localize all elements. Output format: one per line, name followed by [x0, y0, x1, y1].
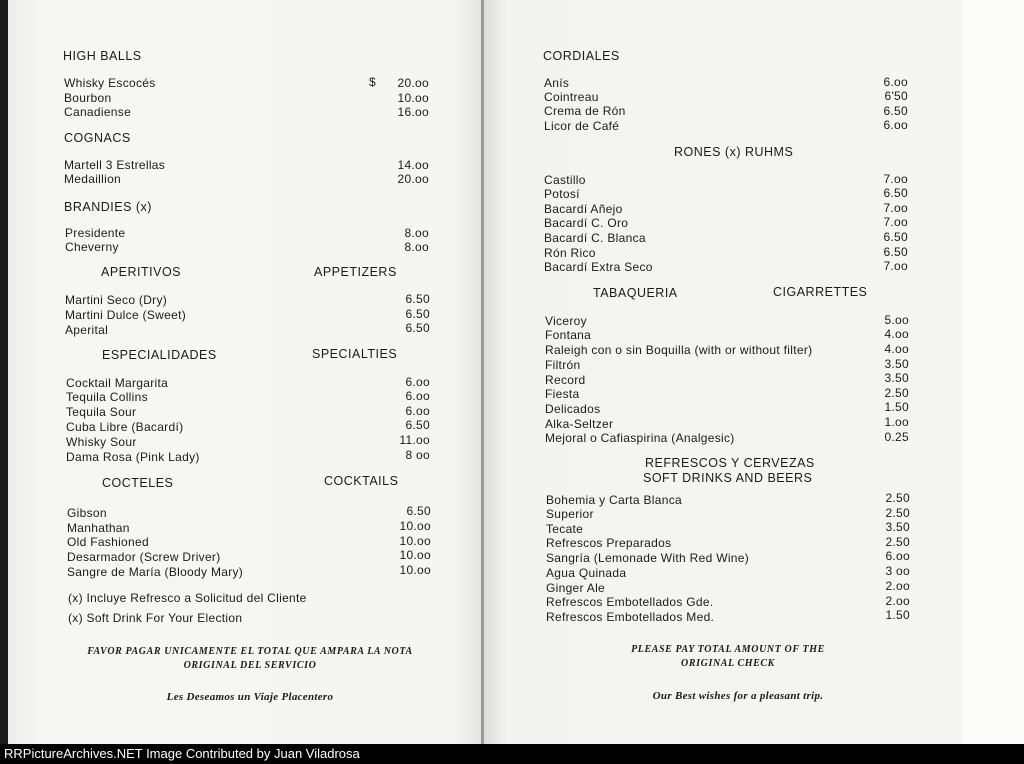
item-name: Record — [545, 373, 586, 387]
item-name: Dama Rosa (Pink Lady) — [66, 450, 200, 464]
footnote-soft-drink: (x) Soft Drink For Your Election — [68, 611, 243, 625]
item-price: 6.50 — [405, 307, 430, 321]
item-name: Mejoral o Cafiaspirina (Analgesic) — [545, 431, 735, 445]
item-price: 7.oo — [883, 172, 908, 186]
section-title-cordiales: CORDIALES — [543, 49, 620, 63]
item-price: 7.oo — [883, 201, 908, 215]
item-price: 6.50 — [883, 186, 908, 200]
item-name: Presidente — [65, 226, 126, 240]
item-name: Anís — [544, 76, 570, 90]
item-name: Refrescos Preparados — [546, 536, 672, 550]
currency-symbol: $ — [369, 75, 376, 89]
item-name: Bourbon — [64, 91, 112, 105]
section-title-cocteles: COCTELES — [102, 476, 174, 490]
item-name: Bacardí Añejo — [544, 202, 623, 216]
item-name: Old Fashioned — [67, 535, 149, 549]
item-name: Raleigh con o sin Boquilla (with or without filter) — [545, 343, 813, 357]
item-name: Ginger Ale — [546, 581, 606, 595]
item-price: 6.oo — [885, 549, 910, 563]
item-name: Bacardí C. Blanca — [544, 231, 646, 245]
item-name: Rón Rico — [544, 246, 596, 260]
item-name: Alka-Seltzer — [545, 417, 614, 431]
item-price: 6.50 — [406, 504, 431, 518]
item-price: 4.oo — [884, 327, 909, 341]
item-name: Martini Seco (Dry) — [65, 293, 168, 307]
item-price: 7.oo — [883, 259, 908, 273]
item-name: Fontana — [545, 328, 592, 342]
payment-notice-es-line2: ORIGINAL DEL SERVICIO — [183, 660, 317, 671]
item-name: Manhathan — [67, 521, 130, 535]
payment-notice-en: PLEASE PAY TOTAL AMOUNT OF THE — [631, 644, 825, 655]
section-title-soft-drinks: SOFT DRINKS AND BEERS — [643, 471, 813, 485]
item-name: Refrescos Embotellados Med. — [546, 610, 715, 624]
item-price: 10.oo — [397, 91, 429, 105]
section-title-rones: RONES (x) RUHMS — [674, 145, 794, 159]
item-name: Filtrón — [545, 358, 581, 372]
item-price: 16.oo — [397, 105, 429, 119]
item-name: Refrescos Embotellados Gde. — [546, 595, 714, 609]
item-name: Potosí — [544, 187, 580, 201]
item-name: Gibson — [67, 506, 107, 520]
item-price: 6.oo — [405, 375, 430, 389]
item-price: 8 oo — [405, 448, 430, 462]
item-name: Sangría (Lemonade With Red Wine) — [546, 551, 750, 565]
item-name: Desarmador (Screw Driver) — [67, 550, 221, 564]
item-price: 6.oo — [405, 389, 430, 403]
item-name: Bohemia y Carta Blanca — [546, 493, 682, 507]
item-name: Martell 3 Estrellas — [64, 158, 166, 172]
farewell-es: Les Deseamos un Viaje Placentero — [166, 691, 334, 703]
item-price: 11.oo — [399, 433, 430, 447]
item-price: 3.50 — [884, 371, 909, 385]
item-price: 5.oo — [884, 313, 909, 327]
item-name: Canadiense — [64, 105, 132, 119]
item-name: Medaillion — [64, 172, 122, 186]
item-name: Fiesta — [545, 387, 580, 401]
payment-notice-en-line2: ORIGINAL CHECK — [681, 658, 775, 669]
section-title-appetizers: APPETIZERS — [314, 265, 397, 279]
item-price: 6.50 — [883, 104, 908, 118]
item-price: 6.oo — [405, 404, 430, 418]
item-price: 1.oo — [884, 415, 909, 429]
item-price: 20.oo — [397, 172, 429, 186]
item-price: 6.oo — [883, 118, 908, 132]
item-price: 20.oo — [397, 76, 429, 90]
item-name: Agua Quinada — [546, 566, 627, 580]
section-title-cigarrettes: CIGARRETTES — [773, 285, 868, 299]
item-name: Crema de Rón — [544, 104, 626, 118]
section-title-tabaqueria: TABAQUERIA — [593, 286, 678, 300]
image-credit-footer: RRPictureArchives.NET Image Contributed by Juan Viladrosa — [0, 744, 1024, 764]
item-name: Martini Dulce (Sweet) — [65, 308, 186, 322]
page-edge — [962, 0, 1024, 744]
item-price: 1.50 — [885, 608, 910, 622]
item-price: 10.oo — [399, 534, 431, 548]
item-price: 3.50 — [885, 520, 910, 534]
item-price: 10.oo — [399, 563, 431, 577]
item-name: Bacardí Extra Seco — [544, 260, 653, 274]
section-title-aperitivos: APERITIVOS — [101, 265, 182, 279]
item-name: Tequila Collins — [66, 390, 148, 404]
item-price: 2.50 — [885, 491, 910, 505]
item-price: 1.50 — [884, 400, 909, 414]
farewell-en: Our Best wishes for a pleasant trip. — [652, 690, 824, 702]
item-name: Sangre de María (Bloody Mary) — [67, 565, 244, 579]
item-name: Castillo — [544, 173, 586, 187]
item-price: 2.oo — [885, 579, 910, 593]
section-title-specialties: SPECIALTIES — [312, 347, 398, 361]
payment-notice-es: FAVOR PAGAR UNICAMENTE EL TOTAL QUE AMPARA LA NOTA — [87, 646, 413, 657]
item-price: 6.oo — [883, 75, 908, 89]
item-price: 2.50 — [885, 506, 910, 520]
item-price: 6.50 — [883, 230, 908, 244]
item-name: Tequila Sour — [66, 405, 137, 419]
item-price: 4.oo — [884, 342, 909, 356]
item-price: 10.oo — [399, 519, 431, 533]
item-price: 6'50 — [884, 89, 908, 103]
section-title-high-balls: HIGH BALLS — [63, 49, 142, 63]
item-name: Licor de Café — [544, 119, 620, 133]
item-price: 6.50 — [405, 321, 430, 335]
item-price: 2.50 — [884, 386, 909, 400]
item-price: 2.50 — [885, 535, 910, 549]
item-name: Viceroy — [545, 314, 587, 328]
item-price: 7.oo — [883, 215, 908, 229]
item-name: Aperital — [65, 323, 109, 337]
item-price: 2.oo — [885, 594, 910, 608]
item-price: 0.25 — [884, 430, 909, 444]
section-title-brandies: BRANDIES (x) — [64, 200, 152, 214]
item-price: 10.oo — [399, 548, 431, 562]
item-price: 6.50 — [405, 292, 430, 306]
item-name: Cheverny — [65, 240, 119, 254]
item-price: 6.50 — [883, 245, 908, 259]
item-name: Whisky Escocés — [64, 76, 156, 90]
section-title-cognacs: COGNACS — [64, 131, 131, 145]
item-name: Cointreau — [544, 90, 599, 104]
item-price: 6.50 — [405, 418, 430, 432]
item-name: Cocktail Margarita — [66, 376, 169, 390]
item-price: 14.oo — [397, 158, 429, 172]
item-name: Cuba Libre (Bacardí) — [66, 420, 184, 434]
section-title-refrescos: REFRESCOS Y CERVEZAS — [645, 456, 815, 470]
item-price: 3 oo — [885, 564, 910, 578]
item-name: Whisky Sour — [66, 435, 137, 449]
item-price: 3.50 — [884, 357, 909, 371]
item-name: Delicados — [545, 402, 601, 416]
item-name: Bacardí C. Oro — [544, 216, 629, 230]
item-price: 8.oo — [404, 226, 429, 240]
item-name: Tecate — [546, 522, 584, 536]
item-name: Superior — [546, 507, 594, 521]
item-price: 8.oo — [404, 240, 429, 254]
section-title-cocktails: COCKTAILS — [324, 474, 399, 488]
footnote-refresco: (x) Incluye Refresco a Solicitud del Cliente — [68, 591, 307, 605]
section-title-especialidades: ESPECIALIDADES — [102, 348, 217, 362]
